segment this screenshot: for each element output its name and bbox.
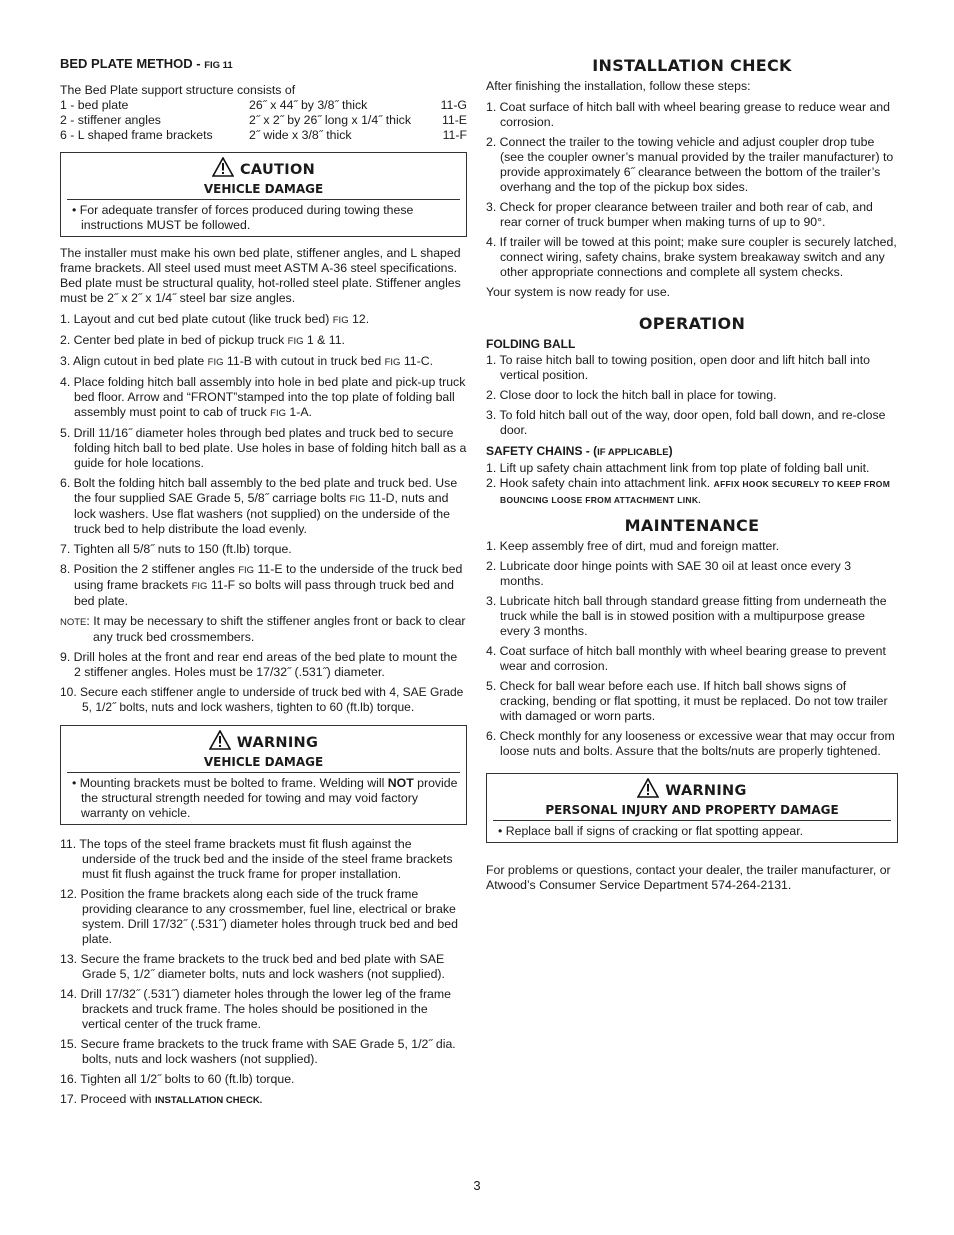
warning-title: WARNING	[665, 783, 747, 799]
list-item: 1. Keep assembly free of dirt, mud and foreign matter.	[486, 539, 780, 553]
warning-triangle-icon	[637, 778, 659, 798]
list-item: 1. Layout and cut bed plate cutout (like truck bed) FIG 12.	[60, 312, 370, 326]
bed-plate-spec-table	[60, 98, 467, 143]
page-number: 3	[473, 1178, 481, 1193]
maintenance-steps	[486, 539, 898, 759]
installation-check-steps	[486, 100, 898, 280]
spec-cell: 2˝ wide x 3/8˝ thick	[249, 128, 352, 142]
folding-ball-steps	[486, 353, 898, 438]
list-item: 4. If trailer will be towed at this point; make sure coupler is securely latched, connect wiring, safety chains, brake system breakaway switch and any other appropriate connections and complete all system checks.	[486, 235, 897, 279]
list-item: 5. Drill 11/16˝ diameter holes through bed plates and truck bed to secure folding hitch ball to bed plate. Use holes in base of folding hitch ball as a guide for hole locations.	[60, 426, 467, 470]
list-item: 2. Lubricate door hinge points with SAE 30 oil at least once every 3 months.	[486, 559, 852, 588]
list-item: 6. Bolt the folding hitch ball assembly to the bed plate and truck bed. Use the four supplied SAE Grade 5, 5/8˝ carriage bolts FIG 11-D, nuts and lock washers. Use flat washers (not supplied) on the underside of the truck bed to help distribute the load evenly.	[60, 476, 458, 536]
list-item: 4. Place folding hitch ball assembly into hole in bed plate and pick-up truck bed floor. Arrow and “FRONT”stamped into the top plate of folding ball assembly must point to cab of truck FIG 1-A.	[60, 375, 466, 419]
warning-text: • Replace ball if signs of cracking or flat spotting appear.	[498, 824, 804, 838]
list-item: 1. Coat surface of hitch ball with wheel bearing grease to reduce wear and corrosion.	[486, 100, 890, 129]
note-text: NOTE: It may be necessary to shift the stiffener angles front or back to clear any truck bed crossmembers.	[60, 614, 466, 644]
installation-check-heading: INSTALLATION CHECK	[592, 56, 792, 75]
install-steps-c	[60, 837, 467, 1108]
folding-ball-heading: FOLDING BALL	[486, 337, 576, 351]
warning-subtitle: PERSONAL INJURY AND PROPERTY DAMAGE	[493, 799, 891, 821]
list-item: 12. Position the frame brackets along each side of the truck frame providing clearance to any crossmember, fuel line, electrical or brake system. Drill 17/32˝ (.531˝) diameter holes through truck bed and bed plate.	[60, 887, 458, 946]
list-item: 7. Tighten all 5/8˝ nuts to 150 (ft.lb) torque.	[60, 542, 292, 556]
spec-cell: 26˝ x 44˝ by 3/8˝ thick	[249, 98, 368, 112]
warning-triangle-icon	[212, 157, 234, 177]
caution-box	[60, 152, 467, 237]
warning-box-personal-injury	[486, 773, 898, 843]
list-item: 2. Connect the trailer to the towing vehicle and adjust coupler drop tube (see the coupler owner’s manual provided by the trailer manufacturer) to provide approximately 6˝ clearance between the bottom of the trailer’s overhang and the top of the pickup box sides.	[486, 135, 894, 194]
list-item: 9. Drill holes at the front and rear end areas of the bed plate to mount the 2 stiffener angles. Holes must be 17/32˝ (.531˝) diameter.	[60, 650, 458, 679]
list-item: 2. Hook safety chain into attachment link. AFFIX HOOK SECURELY TO KEEP FROM BOUNCING LOOSE FROM ATTACHMENT LINK.	[486, 476, 891, 505]
caution-subtitle: VEHICLE DAMAGE	[67, 178, 460, 200]
contact-text: For problems or questions, contact your dealer, the trailer manufacturer, or Atwood’s Consumer Service Department 574-264-2131.	[486, 863, 891, 892]
spec-cell: 1 - bed plate	[60, 98, 129, 112]
warning-subtitle: VEHICLE DAMAGE	[67, 751, 460, 773]
left-column	[60, 56, 467, 1113]
installation-check-intro: After finishing the installation, follow these steps:	[486, 79, 751, 93]
list-item: 3. Lubricate hitch ball through standard grease fitting from underneath the truck while the ball is in stowed position with a multipurpose grease every 3 months.	[486, 594, 887, 638]
warning-title: WARNING	[236, 735, 319, 751]
list-item: 3. To fold hitch ball out of the way, door open, fold ball down, and re-close door.	[486, 408, 886, 437]
list-item: 2. Center bed plate in bed of pickup truck FIG 1 & 11.	[60, 333, 345, 347]
list-item: 16. Tighten all 1/2˝ bolts to 60 (ft.lb) torque.	[60, 1072, 295, 1086]
install-steps-b	[60, 650, 467, 715]
install-steps-a	[60, 312, 467, 609]
list-item: 14. Drill 17/32˝ (.531˝) diameter holes through the lower leg of the frame brackets and truck frame. The holes should be positioned in the vertical center of the truck frame.	[60, 987, 451, 1031]
spec-cell: 11-F	[442, 128, 467, 142]
spec-cell: 2 - stiffener angles	[60, 113, 161, 127]
safety-chains-heading: SAFETY CHAINS - (IF APPLICABLE)	[486, 444, 673, 458]
list-item: 8. Position the 2 stiffener angles FIG 11-E to the underside of the truck bed using frame brackets FIG 11-F so bolts will pass through truck bed and bed plate.	[60, 562, 463, 608]
spec-cell: 2˝ x 2˝ by 26˝ long x 1/4˝ thick	[249, 113, 411, 127]
bed-plate-heading: BED PLATE METHOD - FIG 11	[60, 56, 233, 71]
list-item: 3. Align cutout in bed plate FIG 11-B with cutout in truck bed FIG 11-C.	[60, 354, 434, 368]
list-item: 10. Secure each stiffener angle to underside of truck bed with 4, SAE Grade 5, 1/2˝ bolts, nuts and lock washers, tighten to 60 (ft.lb) torque.	[60, 685, 464, 714]
spec-cell: 11-E	[441, 113, 467, 127]
list-item: 11. The tops of the steel frame brackets must fit flush against the underside of the truck bed and the inside of the steel frame brackets must fit flush against the truck frame for proper installation.	[60, 837, 453, 881]
list-item: 6. Check monthly for any looseness or excessive wear that may occur from loose nuts and bolts. Assure that the bolts/nuts are properly tightened.	[486, 729, 895, 758]
bed-plate-intro: The Bed Plate support structure consists of	[60, 83, 296, 97]
spec-cell: 6 - L shaped frame brackets	[60, 128, 213, 142]
installer-paragraph: The installer must make his own bed plate, stiffener angles, and L shaped frame brackets. All steel used must meet ASTM A-36 steel specifications. Bed plate must be structural quality, hot-rolled steel plate. Stiffener angles must be 2˝ x 2˝ x 1/4˝ steel bar size angles.	[60, 246, 461, 305]
list-item: 1. Lift up safety chain attachment link from top plate of folding ball unit.	[486, 461, 870, 475]
list-item: 5. Check for ball wear before each use. If hitch ball shows signs of cracking, bending or flat spotting, it must be replaced. Do not tow trailer with damaged or worn parts.	[486, 679, 888, 723]
note-label: NOTE	[60, 617, 87, 628]
installation-check-ref: INSTALLATION CHECK.	[155, 1095, 263, 1106]
warning-triangle-icon	[209, 730, 231, 750]
warning-box-vehicle	[60, 725, 467, 825]
list-item: 17. Proceed with INSTALLATION CHECK.	[60, 1092, 263, 1106]
spec-cell: 11-G	[440, 98, 467, 112]
list-item: 15. Secure frame brackets to the truck frame with SAE Grade 5, 1/2˝ dia. bolts, nuts and lock washers (not supplied).	[60, 1037, 456, 1066]
right-column	[486, 58, 898, 899]
ready-text: Your system is now ready for use.	[486, 285, 671, 299]
maintenance-heading: MAINTENANCE	[624, 516, 760, 535]
operation-heading: OPERATION	[638, 314, 746, 333]
list-item: 2. Close door to lock the hitch ball in place for towing.	[486, 388, 777, 402]
list-item: 3. Check for proper clearance between trailer and both rear of cab, and rear corner of truck bumper when making turns of up to 90°.	[486, 200, 873, 229]
warning-text: • Mounting brackets must be bolted to frame. Welding will NOT provide the structural strength needed for towing and may void factory warranty on vehicle.	[72, 776, 458, 820]
caution-title: CAUTION	[239, 162, 316, 178]
list-item: 1. To raise hitch ball to towing position, open door and lift hitch ball into vertical position.	[486, 353, 870, 382]
safety-chains-steps	[486, 461, 898, 508]
caution-text: • For adequate transfer of forces produced during towing these instructions MUST be followed.	[72, 203, 414, 232]
list-item: 13. Secure the frame brackets to the truck bed and bed plate with SAE Grade 5, 1/2˝ diameter bolts, nuts and lock washers (not supplied).	[60, 952, 445, 981]
list-item: 4. Coat surface of hitch ball monthly with wheel bearing grease to prevent wear and corrosion.	[486, 644, 886, 673]
